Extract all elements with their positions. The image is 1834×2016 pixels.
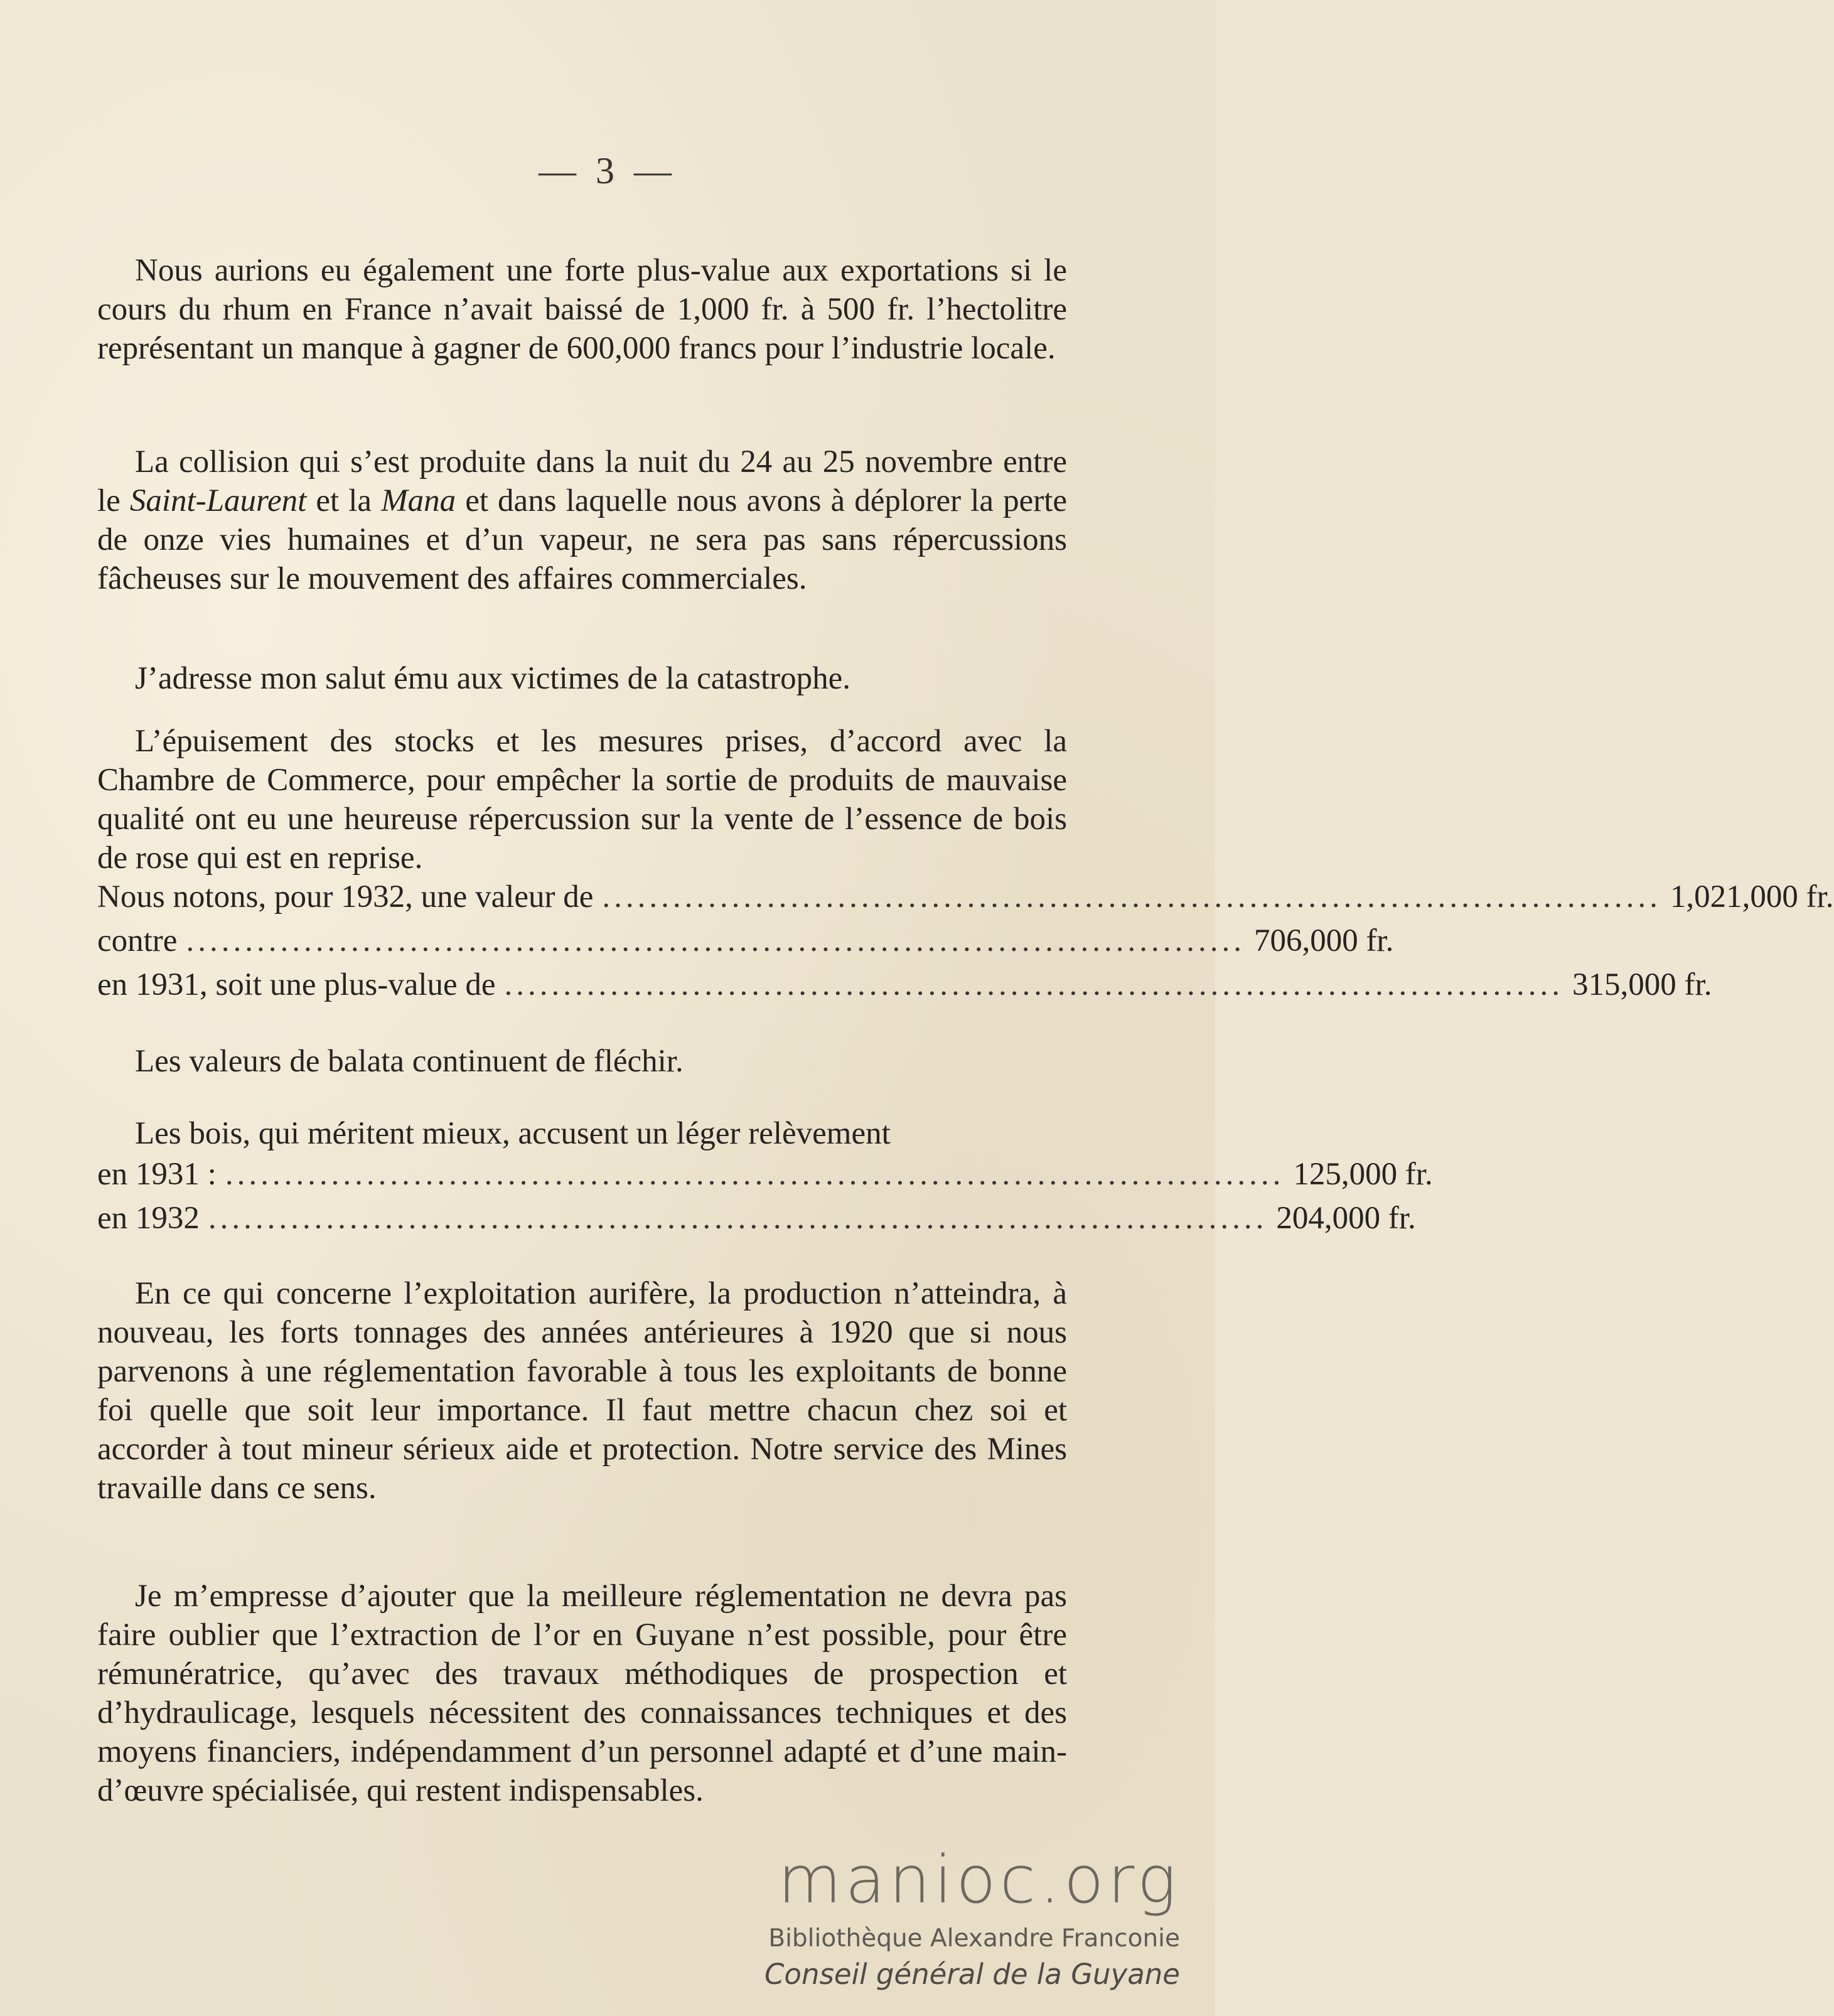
manioc-watermark bbox=[759, 1842, 1199, 1991]
collision-text-start: La collision qui s’est produite dans la nuit du 24 au 25 novembre entre le bbox=[97, 444, 1067, 518]
leader-dots: .......................................................................................... bbox=[208, 1201, 1268, 1236]
leader-dots: .......................................................................................... bbox=[504, 967, 1564, 1002]
library-name: Bibliothèque Alexandre Franconie bbox=[768, 1924, 1180, 1953]
manioc-logo: manioc.org bbox=[778, 1842, 1180, 1918]
row-label: en 1931, soit une plus-value de bbox=[97, 967, 496, 1002]
collision-text-mid: et la bbox=[306, 483, 382, 518]
value-row-wood-1932 bbox=[97, 1199, 1416, 1238]
paragraph-balata: Les valeurs de balata continuent de fléchir. bbox=[135, 1044, 684, 1079]
paragraph-rosewood: L’épuisement des stocks et les mesures prises, d’accord avec la Chambre de Commerce, pour empêcher la sortie de produits de mauvaise qualité ont eu une heureuse répercussion sur la vente de l’essence de bois de rose qui est en reprise. bbox=[97, 724, 1067, 876]
page-number: — 3 — bbox=[539, 150, 677, 191]
value-row-contre bbox=[97, 921, 1394, 960]
row-label: Nous notons, pour 1932, une valeur de bbox=[97, 879, 594, 914]
leader-dots: .......................................................................................... bbox=[602, 879, 1661, 914]
ship-name-mana: Mana bbox=[381, 483, 456, 518]
row-label: en 1932 bbox=[97, 1201, 200, 1236]
leader-dots: .......................................................................................... bbox=[186, 923, 1245, 958]
paragraph-gold-mining: En ce qui concerne l’exploitation aurifère, la production n’atteindra, à nouveau, les forts tonnages des années antérieures à 1920 que si nous parvenons à une réglementation favorable à tous les exploitants de bonne foi quelle que soit leur importance. Il faut mettre chacun chez soi et accorder à tout mineur sérieux aide et protection. Notre service des Mines travaille dans ce sens. bbox=[97, 1276, 1067, 1506]
row-label: en 1931 : bbox=[97, 1157, 217, 1192]
value-row-wood-1931 bbox=[97, 1155, 1433, 1194]
row-value: 1,021,000 fr. bbox=[1670, 879, 1834, 914]
row-label: contre bbox=[97, 923, 178, 958]
paragraph-wood: Les bois, qui méritent mieux, accusent un léger relèvement bbox=[135, 1116, 891, 1151]
row-value: 204,000 fr. bbox=[1276, 1201, 1416, 1236]
council-name: Conseil général de la Guyane bbox=[764, 1958, 1180, 1991]
value-row-plus-value bbox=[97, 965, 1712, 1004]
paragraph-collision bbox=[97, 442, 1067, 598]
row-value: 315,000 fr. bbox=[1572, 967, 1712, 1002]
row-value: 125,000 fr. bbox=[1293, 1157, 1433, 1192]
ship-name-saint-laurent: Saint-Laurent bbox=[129, 483, 307, 518]
value-row-1932 bbox=[97, 877, 1834, 916]
row-value: 706,000 fr. bbox=[1253, 923, 1394, 958]
paragraph-regulation: Je m’empresse d’ajouter que la meilleure réglementation ne devra pas faire oublier que l’extraction de l’or en Guyane n’est possible, pour être rémunératrice, qu’avec des travaux méthodiques de prospection et d’hydraulicage, lesquels nécessitent des connaissances techniques et des moyens financiers, indépendamment d’un personnel adapté et d’une main-d’œuvre spécialisée, qui restent indispensables. bbox=[97, 1579, 1067, 1808]
leader-dots: .......................................................................................... bbox=[225, 1157, 1285, 1192]
collision-text-end: et dans laquelle nous avons à déplorer la perte de onze vies humaines et d’un vapeur, ne sera pas sans répercussions fâcheuses sur le mouvement des affaires commerciales. bbox=[97, 483, 1067, 596]
paragraph-salute: J’adresse mon salut ému aux victimes de la catastrophe. bbox=[135, 661, 851, 696]
paragraph-rum-exports: Nous aurions eu également une forte plus-value aux exportations si le cours du rhum en France n’avait baissé de 1,000 fr. à 500 fr. l’hectolitre représentant un manque à gagner de 600,000 francs pour l’industrie locale. bbox=[97, 253, 1067, 366]
